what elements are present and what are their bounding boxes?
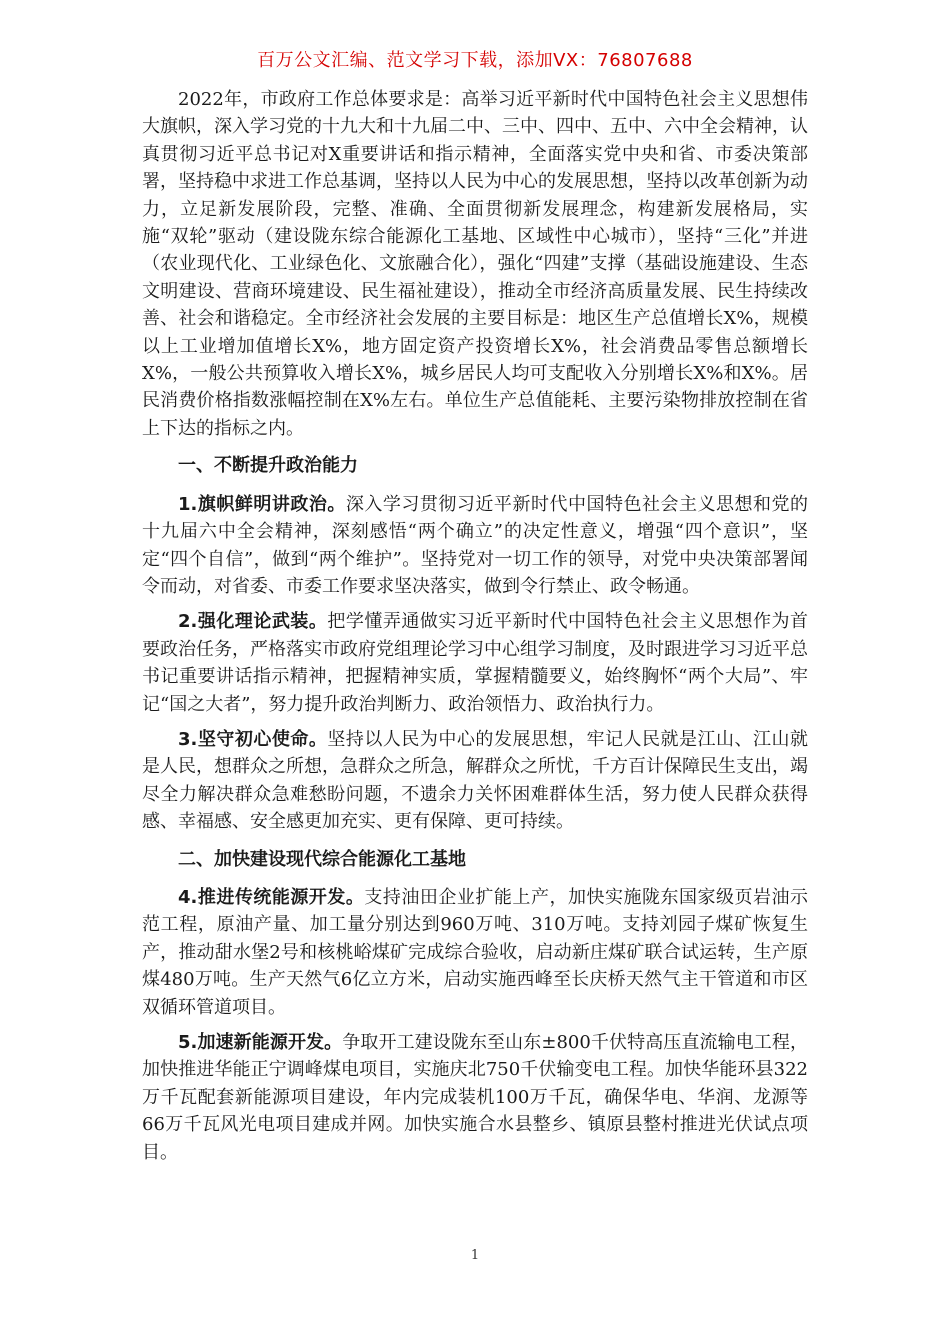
intro-paragraph: 2022年，市政府工作总体要求是：高举习近平新时代中国特色社会主义思想伟大旗帜，深入学习党的十九大和十九届二中、三中、四中、五中、六中全会精神，认真贯彻习近平总书记对X重要讲话和指示精神，全面落实党中央和省、市委决策部署，坚持稳中求进工作总基调，坚持以人民为中心的发展思想，坚持以改革创新为动力，立足新发展阶段，完整、准确、全面贯彻新发展理念，构建新发展格局，实施“双轮”驱动（建设陇东综合能源化工基地、区域性中心城市），坚持“三化”并进（农业现代化、工业绿色化、文旅融合化），强化“四建”支撑（基础设施建设、生态文明建设、营商环境建设、民生福祉建设），推动全市经济高质量发展、民生持续改善、社会和谐稳定。全市经济社会发展的主要目标是：地区生产总值增长X%，规模以上工业增加值增长X%，地方固定资产投资增长X%，社会消费品零售总额增长X%，一般公共预算收入增长X%，城乡居民人均可支配收入分别增长X%和X%。居民消费价格指数涨幅控制在X%左右。单位生产总值能耗、主要污染物排放控制在省上下达的指标之内。 — [142, 89, 808, 439]
document-body — [142, 86, 808, 1174]
list-item — [142, 884, 808, 1021]
section-heading-2: 二、加快建设现代综合能源化工基地 — [178, 848, 466, 870]
item-title: 1.旗帜鲜明讲政治。 — [178, 493, 346, 515]
item-title: 2.强化理论武装。 — [178, 611, 328, 633]
list-item — [142, 608, 808, 718]
item-body: 争取开工建设陇东至山东±800千伏特高压直流输电工程，加快推进华能正宁调峰煤电项目，实施庆北750千伏输变电工程。加快华能环县322万千瓦配套新能源项目建设，年内完成装机100万千瓦，确保华电、华润、龙源等66万千瓦风光电项目建成并网。加快实施合水县整乡、镇原县整村推进光伏试点项目。 — [142, 1032, 808, 1163]
item-title: 3.坚守初心使命。 — [178, 728, 328, 750]
item-title: 5.加速新能源开发。 — [178, 1032, 343, 1053]
list-item — [142, 726, 808, 836]
item-body: 坚持以人民为中心的发展思想，牢记人民就是江山、江山就是人民，想群众之所想，急群众之所急，解群众之所忧，千方百计保障民生支出，竭尽全力解决群众急难愁盼问题，不遗余力关怀困难群体生活，努力使人民群众获得感、幸福感、安全感更加充实、更有保障、更可持续。 — [142, 728, 808, 833]
list-item — [142, 1029, 808, 1166]
item-body: 把学懂弄通做实习近平新时代中国特色社会主义思想作为首要政治任务，严格落实市政府党组理论学习中心组学习制度，及时跟进学习习近平总书记重要讲话指示精神，把握精神实质，掌握精髓要义，始终胸怀“两个大局”、牢记“国之大者”，努力提升政治判断力、政治领悟力、政治执行力。 — [142, 611, 808, 715]
item-body: 深入学习贯彻习近平新时代中国特色社会主义思想和党的十九届六中全会精神，深刻感悟“两个确立”的决定性意义，增强“四个意识”，坚定“四个自信”，做到“两个维护”。坚持党对一切工作的领导，对党中央决策部署闻令而动，对省委、市委工作要求坚决落实，做到令行禁止、政令畅通。 — [142, 493, 808, 597]
page-number: 1 — [470, 1248, 480, 1263]
list-item — [142, 491, 808, 601]
item-title: 4.推进传统能源开发。 — [178, 886, 365, 908]
item-body: 支持油田企业扩能上产，加快实施陇东国家级页岩油示范工程，原油产量、加工量分别达到960万吨、310万吨。支持刘园子煤矿恢复生产，推动甜水堡2号和核桃峪煤矿完成综合验收，启动新庄煤矿联合试运转，生产原煤480万吨。生产天然气6亿立方米，启动实施西峰至长庆桥天然气主干管道和市区双循环管道项目。 — [142, 886, 808, 1018]
watermark-header: 百万公文汇编、范文学习下载，添加VX：76807688 — [257, 50, 693, 71]
section-heading-1: 一、不断提升政治能力 — [178, 455, 358, 477]
